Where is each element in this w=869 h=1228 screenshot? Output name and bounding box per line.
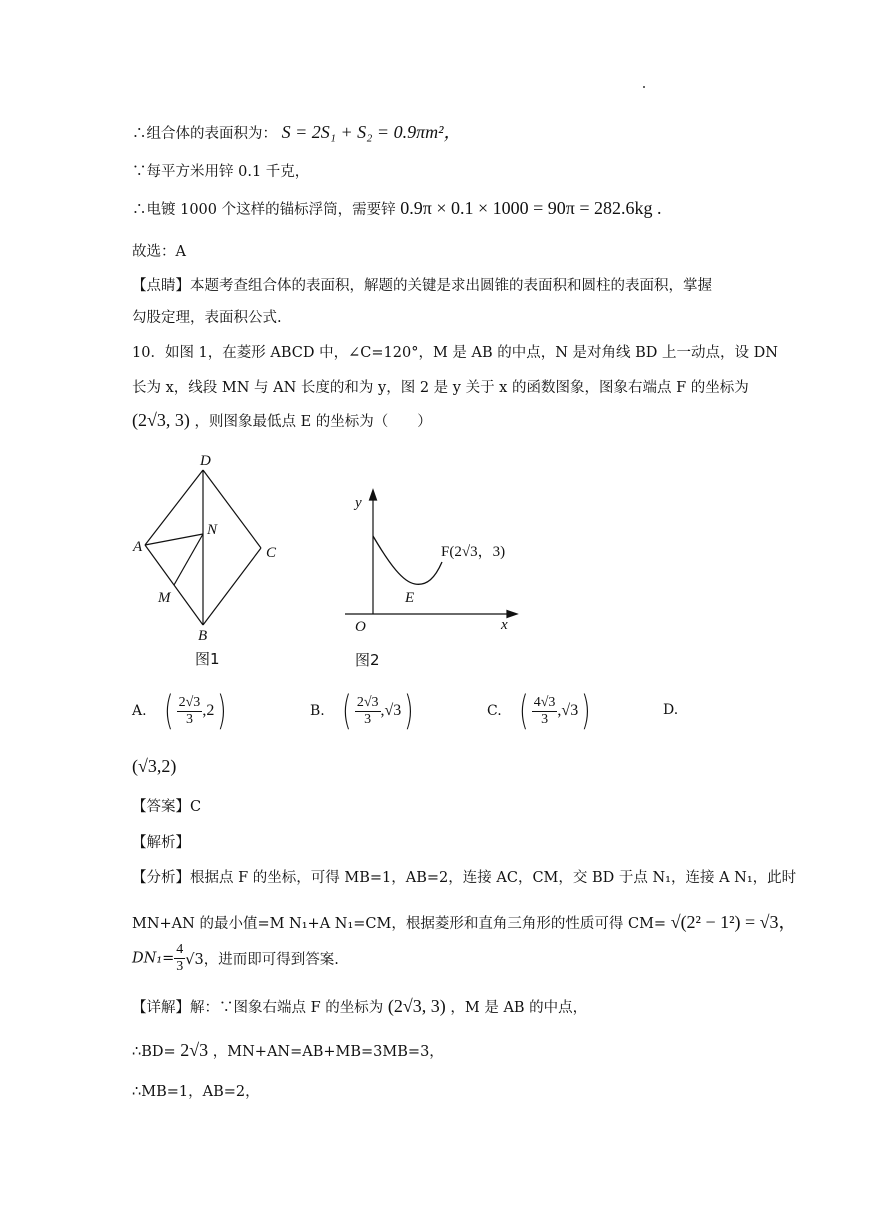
line-zinc-per-m2: ∵每平方米用锌 0.1 千克， bbox=[132, 164, 310, 180]
option-d[interactable] bbox=[663, 702, 678, 718]
option-c-numerator: 4√3 bbox=[533, 694, 556, 710]
caption-figure-2: 图2 bbox=[355, 651, 380, 669]
segment-an bbox=[145, 534, 203, 545]
option-a-y: ,2 bbox=[202, 702, 215, 719]
analysis-line-1: 【分析】根据点 F 的坐标，可得 MB=1，AB=2，连接 AC，CM，交 BD 于点 N₁，连接 A N₁，此时 bbox=[132, 870, 797, 886]
option-a-numerator: 2√3 bbox=[178, 694, 201, 710]
function-curve bbox=[373, 536, 442, 584]
zinc-total-text: ∴电镀 1000 个这样的锚标浮筒，需要锌 bbox=[132, 202, 396, 218]
option-b-denominator: 3 bbox=[364, 711, 372, 727]
detail-line-1-post: ，M 是 AB 的中点， bbox=[450, 1000, 588, 1016]
figure-1-rhombus bbox=[125, 448, 295, 670]
option-d-label: D. bbox=[663, 702, 679, 718]
detail-line-1 bbox=[132, 996, 587, 1017]
line-surface-area bbox=[132, 118, 461, 144]
x-axis-arrow bbox=[507, 611, 517, 618]
detail-line-3: ∴MB=1，AB=2， bbox=[132, 1084, 260, 1100]
option-c-y: ,√3 bbox=[557, 702, 579, 719]
cm-formula: √(2² − 1²) = √3， bbox=[670, 912, 797, 932]
option-a[interactable]: A. ( $\frac{2√3}{3}$ ,2) bbox=[132, 688, 227, 734]
segment-mn bbox=[174, 534, 203, 585]
caption-figure-1: 图1 bbox=[195, 650, 220, 668]
option-c-denominator: 3 bbox=[541, 711, 549, 727]
label-a: A bbox=[133, 539, 143, 555]
label-m: M bbox=[158, 590, 171, 606]
label-b: B bbox=[198, 628, 208, 644]
q10-line-1: 10．如图 1，在菱形 ABCD 中，∠C=120°，M 是 AB 的中点，N 是对角线 BD 上一动点，设 DN bbox=[132, 345, 778, 361]
option-c-label: C. bbox=[487, 703, 502, 719]
analysis-line-2 bbox=[132, 908, 797, 934]
side-da bbox=[145, 470, 203, 545]
surface-area-text: ∴组合体的表面积为： bbox=[132, 126, 277, 142]
option-a-denominator: 3 bbox=[185, 711, 193, 727]
line-zinc-total bbox=[132, 198, 662, 219]
option-b-y: ,√3 bbox=[380, 702, 402, 719]
corner-dot bbox=[643, 86, 645, 88]
analysis-line-3 bbox=[132, 942, 339, 975]
zinc-total-formula: 0.9π × 0.1 × 1000 = 90π = 282.6kg . bbox=[400, 198, 662, 218]
option-b-numerator: 2√3 bbox=[356, 694, 379, 710]
analysis-heading: 【解析】 bbox=[132, 835, 190, 851]
label-e: E bbox=[405, 590, 415, 606]
q10-question-text: ，则图象最低点 E 的坐标为（ ） bbox=[194, 414, 432, 430]
dn1-label: DN₁= bbox=[132, 950, 175, 967]
detail-bd-value: 2√3 bbox=[180, 1040, 209, 1060]
analysis-line-2-text: MN+AN 的最小值=M N₁+A N₁=CM，根据菱形和直角三角形的性质可得 CM= bbox=[132, 916, 667, 932]
dn1-denominator: 3 bbox=[176, 959, 184, 974]
line-choice: 故选：A bbox=[132, 244, 186, 260]
option-b[interactable]: B. ( $\frac{2√3}{3}$ ,√3) bbox=[310, 688, 414, 734]
figure-2-graph bbox=[335, 480, 535, 670]
option-d-value: (√3,2) bbox=[132, 756, 177, 776]
answer-line: 【答案】C bbox=[132, 799, 202, 815]
label-c: C bbox=[266, 545, 277, 561]
point-f-coordinates: (2√3, 3) bbox=[132, 410, 190, 430]
analysis-line-3-text: √3，进而即可得到答案. bbox=[185, 952, 339, 968]
detail-line-2-post: ，MN+AN=AB+MB=3MB=3， bbox=[212, 1044, 444, 1060]
label-d: D bbox=[200, 453, 211, 469]
label-x: x bbox=[501, 617, 508, 633]
label-y: y bbox=[355, 495, 362, 511]
label-f: F(2√3，3) bbox=[441, 544, 506, 560]
label-n: N bbox=[207, 522, 218, 538]
q10-line-3 bbox=[132, 410, 432, 431]
detail-bd-label: ∴BD= bbox=[132, 1044, 176, 1060]
label-o: O bbox=[355, 619, 366, 635]
y-axis-arrow bbox=[370, 490, 377, 500]
side-cb bbox=[203, 548, 261, 625]
line-comment-2: 勾股定理，表面积公式. bbox=[132, 310, 282, 326]
option-b-label: B. bbox=[310, 703, 325, 719]
line-comment-1: 【点睛】本题考查组合体的表面积，解题的关键是求出圆锥的表面积和圆柱的表面积，掌握 bbox=[132, 278, 712, 294]
dn1-numerator: 4 bbox=[176, 942, 184, 957]
option-c[interactable]: C. ( $\frac{4√3}{3}$ ,√3) bbox=[487, 688, 591, 734]
detail-line-2 bbox=[132, 1040, 444, 1061]
q10-line-2: 长为 x，线段 MN 与 AN 长度的和为 y，图 2 是 y 关于 x 的函数图象，图象右端点 F 的坐标为 bbox=[132, 380, 749, 396]
detail-line-1-text: 【详解】解：∵图象右端点 F 的坐标为 bbox=[132, 1000, 384, 1016]
detail-f-coordinates: (2√3, 3) bbox=[387, 996, 446, 1016]
surface-area-formula: S = 2S₁ + S₂ = 0.9πm²， bbox=[281, 122, 462, 142]
option-a-label: A. bbox=[132, 703, 147, 719]
